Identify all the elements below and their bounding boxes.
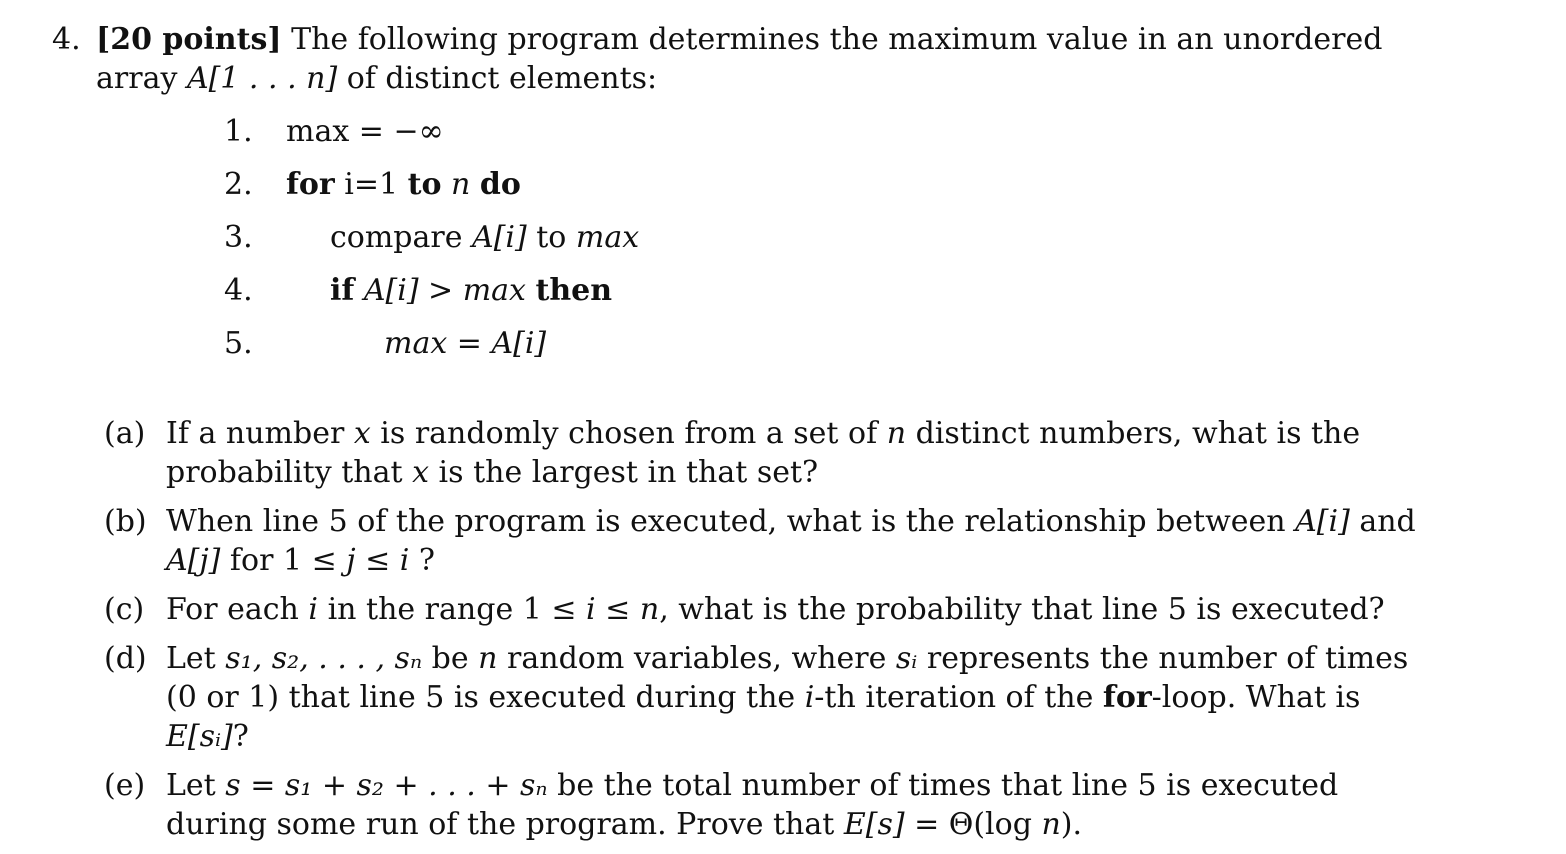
- question-part: [104, 590, 1444, 629]
- question-part-label: (c): [104, 592, 145, 627]
- problem-points: [20 points]: [96, 22, 282, 57]
- question-text-segment: = Θ(log: [904, 807, 1042, 842]
- question-text-segment: in the range 1 ≤: [318, 592, 587, 627]
- problem-intro: [96, 20, 1442, 98]
- question-text-segment: ?: [409, 543, 436, 578]
- code-token: n: [441, 167, 480, 202]
- code-token: do: [479, 167, 521, 202]
- intro-text-1: The following program determines the maximum value in an unordered array: [96, 22, 1383, 96]
- code-line-number: 3.: [224, 220, 253, 255]
- code-token: A[i] > max: [354, 273, 536, 308]
- question-text-segment: E[s]: [843, 807, 905, 842]
- question-text-segment: For each: [166, 592, 309, 627]
- question-text-segment: is the largest in that set?: [429, 455, 819, 490]
- question-text-segment: If a number: [166, 416, 354, 451]
- code-token: if: [330, 273, 355, 308]
- question-part: [104, 639, 1444, 756]
- question-text-segment: is randomly chosen from a set of: [370, 416, 887, 451]
- question-text-segment: i: [804, 680, 815, 715]
- question-part-label: (e): [104, 768, 146, 803]
- question-text-segment: When line 5 of the program is executed, what is the relationship between: [166, 504, 1296, 539]
- question-text-segment: ≤: [355, 543, 400, 578]
- question-text-segment: i: [308, 592, 319, 627]
- code-line-number: 2.: [224, 167, 253, 202]
- question-text-segment: distinct numbers, what is the probability that: [166, 416, 1361, 490]
- question-text-segment: random variables, where: [497, 641, 896, 676]
- question-text-segment: be: [422, 641, 479, 676]
- code-token: A[i]: [472, 220, 527, 255]
- question-text-segment: -loop. What is: [1151, 680, 1361, 715]
- question-part: [104, 502, 1444, 580]
- code-line-number: 5.: [224, 326, 253, 361]
- code-line-text: [384, 324, 546, 363]
- question-part-label: (d): [104, 641, 147, 676]
- question-text-segment: ≤: [595, 592, 640, 627]
- question-text-segment: i: [399, 543, 410, 578]
- problem-statement: [52, 20, 1442, 98]
- question-text-segment: i: [586, 592, 596, 627]
- question-text-segment: n: [886, 416, 907, 451]
- array-notation: A[1 . . . n]: [186, 61, 338, 96]
- code-token: then: [535, 273, 613, 308]
- question-part-label: (a): [104, 416, 146, 451]
- code-token: for: [286, 167, 335, 202]
- code-token: to: [526, 220, 576, 255]
- question-part-text: [166, 639, 1444, 756]
- code-token: max: [575, 220, 640, 255]
- question-text-segment: Let: [166, 768, 226, 803]
- question-text-segment: -th iteration of the: [814, 680, 1103, 715]
- question-part-text: [166, 502, 1444, 580]
- question-part: [104, 766, 1444, 844]
- question-text-segment: and: [1349, 504, 1416, 539]
- question-text-segment: , what is the probability that line 5 is executed?: [659, 592, 1385, 627]
- question-text-segment: represents the number of times (0 or 1) that line 5 is executed during the: [166, 641, 1409, 715]
- code-line-text: [330, 271, 612, 310]
- question-text-segment: s = s₁ + s₂ + . . . + sₙ: [225, 768, 548, 803]
- question-text-segment: E[sᵢ]: [166, 719, 233, 754]
- code-line-text: [286, 112, 444, 151]
- code-line-text: [286, 165, 521, 204]
- problem-number: 4.: [52, 22, 81, 57]
- question-part-text: [166, 590, 1444, 629]
- code-token: max = −∞: [286, 114, 444, 149]
- question-text-segment: n: [639, 592, 660, 627]
- intro-text-2: of distinct elements:: [337, 61, 658, 96]
- question-part: [104, 414, 1444, 492]
- question-text-segment: A[i]: [1295, 504, 1350, 539]
- question-part-label: (b): [104, 504, 147, 539]
- code-line-number: 1.: [224, 114, 253, 149]
- code-token: i=1: [334, 167, 408, 202]
- code-token: max = A[i]: [384, 326, 547, 361]
- question-text-segment: j: [346, 543, 356, 578]
- question-text-segment: n: [1041, 807, 1061, 842]
- question-text-segment: ?: [232, 719, 249, 754]
- question-parts: [104, 414, 1444, 854]
- code-line-text: [330, 218, 639, 257]
- question-text-segment: ).: [1060, 807, 1083, 842]
- question-text-segment: s₁, s₂, . . . , sₙ: [225, 641, 423, 676]
- question-text-segment: be the total number of times that line 5 is executed during some run of the program. Prove that: [166, 768, 1339, 842]
- code-token: to: [407, 167, 442, 202]
- question-part-text: [166, 414, 1444, 492]
- question-text-segment: n: [478, 641, 498, 676]
- question-part-text: [166, 766, 1444, 844]
- question-text-segment: x: [412, 455, 430, 490]
- question-text-segment: x: [353, 416, 371, 451]
- question-text-segment: for: [1102, 680, 1152, 715]
- question-text-segment: for 1 ≤: [220, 543, 347, 578]
- code-line-number: 4.: [224, 273, 253, 308]
- question-text-segment: Let: [166, 641, 226, 676]
- question-text-segment: A[j]: [166, 543, 221, 578]
- question-text-segment: sᵢ: [895, 641, 918, 676]
- code-token: compare: [330, 220, 473, 255]
